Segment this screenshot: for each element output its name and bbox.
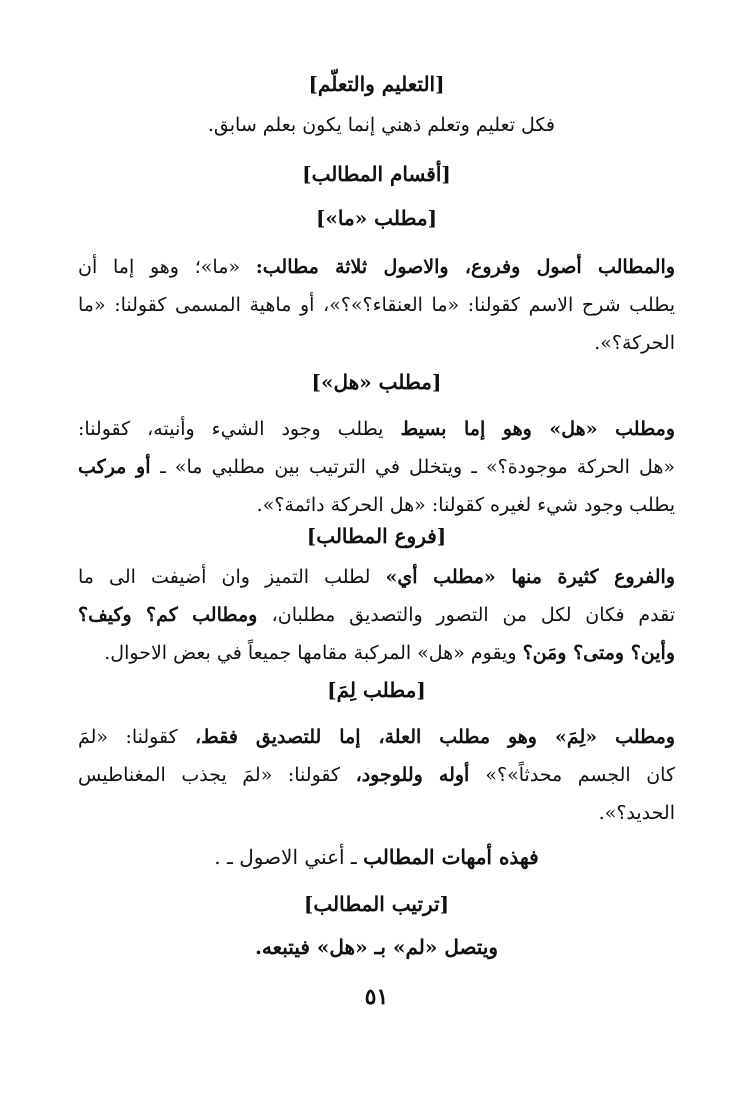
- paragraph-branches: [78, 558, 675, 672]
- bold-phrase: والمطالب أصول وفروع، والاصول ثلاثة مطالب:: [255, 256, 675, 278]
- text-line: [78, 248, 675, 286]
- section-heading-branches: [فروع المطالب]: [306, 524, 447, 548]
- text-line: [78, 410, 675, 448]
- summary-line: [0, 842, 753, 872]
- bold-phrase: أوله وللوجود،: [355, 764, 486, 786]
- page-number: ٥١: [364, 984, 389, 1010]
- text-line: [78, 448, 675, 486]
- text-line: الحركة؟».: [594, 332, 675, 354]
- order-line: ويتصل «لم» بـ «هل» فيتبعه.: [254, 935, 499, 959]
- plain-phrase: كقولنا: «لمَ: [78, 726, 196, 748]
- bold-phrase: أو مركب: [78, 456, 161, 478]
- paragraph-why: [78, 718, 675, 832]
- plain-phrase: ـ أعني الاصول ـ .: [214, 845, 364, 869]
- plain-phrase: ويقوم «هل» المركبة مقامها جميعاً في بعض الاحوال.: [104, 642, 523, 664]
- section-heading-whether: [مطلب «هل»]: [311, 370, 442, 394]
- bold-phrase: وأين؟ ومتى؟ ومَن؟: [522, 642, 675, 664]
- bold-phrase: ومطلب «لِمَ» وهو مطلب العلة، إما للتصديق فقط،: [195, 726, 675, 748]
- plain-phrase: يطلب وجود الشيء وأنيته، كقولنا:: [78, 418, 401, 440]
- section-heading-what: [مطلب «ما»]: [315, 206, 438, 230]
- text-line: يطلب شرح الاسم كقولنا: «ما العنقاء؟»؟»، أو ماهية المسمى كقولنا: «ما: [78, 294, 675, 316]
- plain-phrase: كقولنا: «لمَ يجذب المغناطيس: [78, 764, 356, 786]
- text-line: [78, 634, 675, 672]
- plain-phrase: كان الجسم محدثاً»؟»: [485, 764, 675, 786]
- text-line: فكل تعليم وتعلم ذهني إنما يكون بعلم سابق.: [207, 114, 555, 136]
- paragraph-teaching: [78, 106, 675, 144]
- plain-phrase: «هل الحركة موجودة؟» ـ ويتخلل في الترتيب بين مطلبي ما» ـ: [160, 456, 675, 478]
- plain-phrase: لطلب التميز وان أضيفت الى ما: [78, 566, 386, 588]
- paragraph-whether: [78, 410, 675, 524]
- section-heading-teaching: [التعليم والتعلّم]: [308, 72, 445, 96]
- bold-phrase: ومطالب كم؟ وكيف؟: [78, 604, 272, 626]
- section-heading-why: [مطلب لِمَ]: [327, 678, 426, 702]
- bold-phrase: والفروع كثيرة منها «مطلب أي»: [385, 566, 675, 588]
- text-line: يطلب وجود شيء لغيره كقولنا: «هل الحركة دائمة؟».: [256, 494, 675, 516]
- section-heading-order: [ترتيب المطالب]: [303, 892, 450, 916]
- text-line: [78, 596, 675, 634]
- plain-phrase: تقدم فكان لكل من التصور والتصديق مطلبان،: [271, 604, 675, 626]
- bold-phrase: فهذه أمهات المطالب: [363, 845, 539, 869]
- text-line: [78, 756, 675, 794]
- text-line: [78, 718, 675, 756]
- paragraph-what: [78, 248, 675, 362]
- text-line: [78, 558, 675, 596]
- section-heading-divisions: [أقسام المطالب]: [302, 162, 451, 186]
- text-line: الحديد؟».: [598, 802, 675, 824]
- bold-phrase: ومطلب «هل» وهو إما بسيط: [400, 418, 676, 440]
- plain-phrase: «ما»؛ وهو إما أن: [78, 256, 256, 278]
